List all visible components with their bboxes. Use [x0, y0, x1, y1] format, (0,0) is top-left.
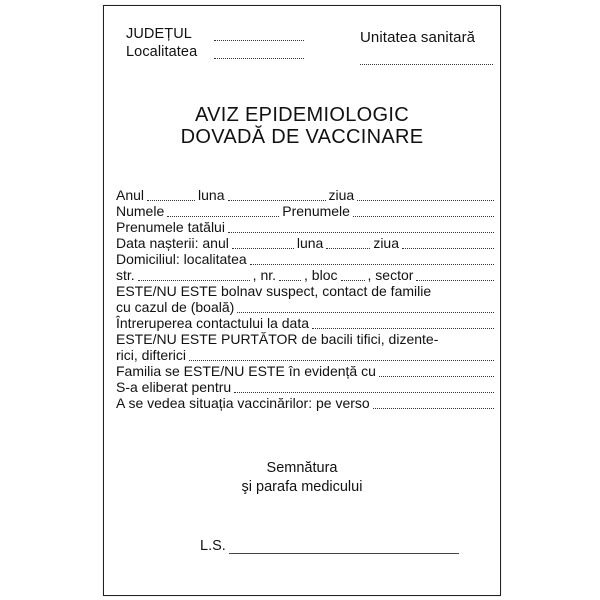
row-name [116, 202, 497, 219]
purtator-text: ESTE/NU ESTE PURTĂTOR de bacili tifici, dizente- [116, 331, 439, 347]
birth-year-field[interactable] [232, 248, 294, 249]
judet-field [126, 26, 192, 42]
sector-field[interactable] [416, 280, 494, 281]
domiciliul-field[interactable] [250, 264, 494, 265]
cazul-label: cu cazul de (boală) [116, 299, 235, 315]
row-vedea [116, 394, 497, 411]
birth-luna-label: luna [296, 235, 324, 251]
vedea-label: A se vedea situația vaccinărilor: pe verso [116, 395, 370, 411]
ls-label: L.S. [200, 538, 226, 554]
birth-month-field[interactable] [326, 248, 370, 249]
vedea-field[interactable] [373, 408, 494, 409]
prenumele-tatalui-label: Prenumele tatălui [116, 219, 225, 235]
domiciliul-label: Domiciliul: localitatea [116, 251, 247, 267]
luna-label: luna [198, 187, 225, 203]
data-nasterii-label: Data nașterii: anul [116, 235, 229, 251]
prenumele-label: Prenumele [282, 203, 350, 219]
numele-field[interactable] [167, 216, 279, 217]
nr-label: , nr. [252, 267, 277, 283]
row-intreruperea [116, 314, 497, 331]
str-field[interactable] [138, 280, 250, 281]
familia-label: Familia se ESTE/NU ESTE în evidență cu [116, 363, 376, 379]
sector-label: , sector [367, 267, 414, 283]
rici-field[interactable] [189, 360, 494, 361]
localitate-label: Localitatea [126, 44, 198, 60]
localitate-line[interactable] [214, 58, 304, 59]
anul-field[interactable] [147, 200, 195, 201]
intreruperea-field[interactable] [312, 328, 494, 329]
judet-line[interactable] [214, 40, 304, 41]
parafa-label: şi parafa medicului [241, 479, 363, 495]
unitate-sanitara-label: Unitatea sanitară [360, 29, 476, 46]
unitate-line[interactable] [360, 64, 493, 65]
row-address [116, 266, 497, 283]
ziua-label: ziua [328, 187, 355, 203]
row-rici [116, 346, 497, 363]
nr-field[interactable] [279, 280, 301, 281]
eliberat-label: S-a eliberat pentru [116, 379, 232, 395]
row-bolnav [116, 282, 497, 299]
birth-day-field[interactable] [402, 248, 494, 249]
localitate-field [126, 44, 197, 60]
row-cazul [116, 298, 497, 315]
bloc-field[interactable] [341, 280, 365, 281]
numele-label: Numele [116, 203, 165, 219]
intreruperea-label: Întreruperea contactului la data [116, 315, 310, 331]
document-sheet [103, 5, 501, 596]
judet-label: JUDEȚUL [126, 26, 192, 42]
row-domiciliu [116, 250, 497, 267]
signature-line[interactable] [229, 553, 459, 554]
semnatura-label: Semnătura [266, 460, 338, 476]
ziua-field[interactable] [357, 200, 494, 201]
bloc-label: , bloc [304, 267, 338, 283]
rici-label: rici, difterici [116, 347, 187, 363]
row-date [116, 186, 497, 203]
row-father [116, 218, 497, 235]
eliberat-field[interactable] [234, 392, 494, 393]
row-purtator [116, 330, 497, 347]
anul-label: Anul [116, 187, 145, 203]
prenumele-field[interactable] [353, 216, 494, 217]
row-familia [116, 362, 497, 379]
cazul-field[interactable] [237, 312, 494, 313]
title-line-2: DOVADĂ DE VACCINARE [180, 126, 424, 148]
bolnav-text: ESTE/NU ESTE bolnav suspect, contact de familie [116, 283, 432, 299]
familia-field[interactable] [379, 376, 494, 377]
birth-ziua-label: ziua [373, 235, 399, 251]
row-eliberat [116, 378, 497, 395]
prenumele-tatalui-field[interactable] [228, 232, 494, 233]
luna-field[interactable] [228, 200, 326, 201]
title-line-1: AVIZ EPIDEMIOLOGIC [195, 104, 409, 126]
row-birth [116, 234, 497, 251]
str-label: str. [116, 267, 135, 283]
